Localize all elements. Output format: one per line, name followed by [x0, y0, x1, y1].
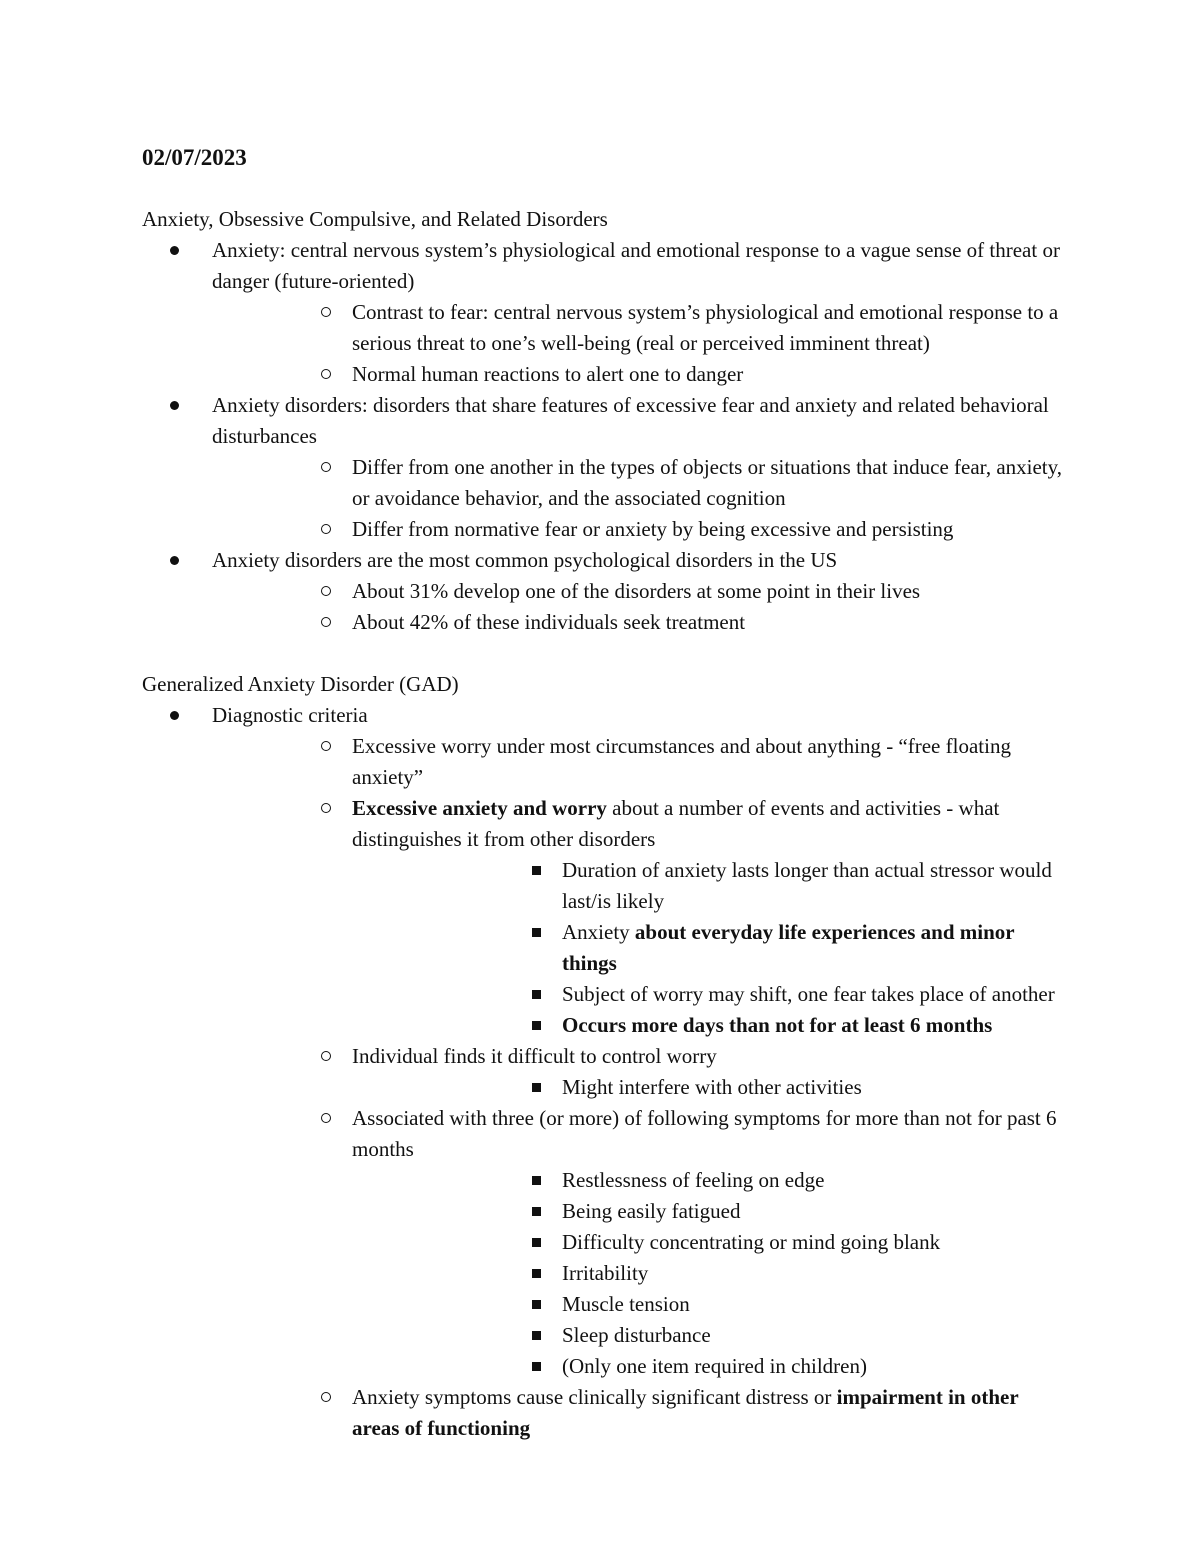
list-item	[212, 1103, 1070, 1382]
list-item-text: (Only one item required in children)	[562, 1354, 867, 1378]
list-item-text: Being easily fatigued	[562, 1199, 741, 1223]
list-item	[142, 390, 1070, 545]
list-item	[212, 1041, 1070, 1103]
list-item-text: about a number of events and activities - what distinguishes it from other disorders	[352, 796, 1000, 851]
list-item	[352, 1196, 1070, 1227]
list-item	[352, 979, 1070, 1010]
bullet-square-icon	[526, 1165, 546, 1196]
list-item-text: Normal human reactions to alert one to danger	[352, 362, 744, 386]
list-item-text: Anxiety symptoms cause clinically significant distress or	[352, 1385, 837, 1409]
list-item-text: About 31% develop one of the disorders at some point in their lives	[352, 579, 921, 603]
list-item-text: Anxiety: central nervous system’s physiological and emotional response to a vague sense of threat or danger (future-oriented)	[212, 238, 1060, 293]
list-item-text: Subject of worry may shift, one fear takes place of another	[562, 982, 1055, 1006]
section-title-anxiety: Anxiety, Obsessive Compulsive, and Related Disorders	[142, 207, 608, 231]
anxiety-list	[142, 235, 1070, 638]
list-item	[212, 731, 1070, 793]
list-item-text: Associated with three (or more) of following symptoms for more than not for past 6 months	[352, 1106, 1057, 1161]
bullet-square-icon	[526, 1227, 546, 1258]
list-item-text: Excessive worry under most circumstances and about anything - “free floating anxiety”	[352, 734, 1011, 789]
list-item	[212, 793, 1070, 1041]
list-item	[212, 359, 1070, 390]
list-item	[352, 1227, 1070, 1258]
bold-text: Occurs more days than not for at least 6 months	[562, 1013, 993, 1037]
bullet-square-icon	[526, 1351, 546, 1382]
bullet-circle-icon	[316, 1041, 336, 1072]
spacer	[142, 638, 1070, 669]
list-item	[352, 1258, 1070, 1289]
bullet-circle-icon	[316, 607, 336, 638]
list-item	[142, 700, 1070, 1444]
list-item-text: Individual finds it difficult to control worry	[352, 1044, 717, 1068]
list-item	[352, 1289, 1070, 1320]
list-item-text: Irritability	[562, 1261, 649, 1285]
list-item	[352, 855, 1070, 917]
bold-text: about everyday life experiences and minor things	[562, 920, 1015, 975]
bullet-circle-icon	[316, 731, 336, 762]
bullet-square-icon	[526, 917, 546, 948]
bullet-circle-icon	[316, 359, 336, 390]
bullet-square-icon	[526, 979, 546, 1010]
list-item	[212, 297, 1070, 359]
bullet-circle-icon	[316, 1103, 336, 1134]
list-item	[212, 514, 1070, 545]
gad-list	[142, 700, 1070, 1444]
note-date: 02/07/2023	[142, 145, 247, 170]
section-title-gad: Generalized Anxiety Disorder (GAD)	[142, 672, 459, 696]
list-item	[352, 1351, 1070, 1382]
bold-text: Excessive anxiety and worry	[352, 796, 607, 820]
bullet-square-icon	[526, 1196, 546, 1227]
bullet-circle-icon	[316, 452, 336, 483]
list-item	[352, 917, 1070, 979]
bullet-square-icon	[526, 1072, 546, 1103]
bullet-square-icon	[526, 1289, 546, 1320]
bullet-square-icon	[526, 1320, 546, 1351]
list-item-text: About 42% of these individuals seek treatment	[352, 610, 746, 634]
list-item	[142, 235, 1070, 390]
list-item	[212, 576, 1070, 607]
list-item-text: Restlessness of feeling on edge	[562, 1168, 825, 1192]
list-item	[352, 1165, 1070, 1196]
list-item-text: Sleep disturbance	[562, 1323, 711, 1347]
list-item-text: Differ from normative fear or anxiety by being excessive and persisting	[352, 517, 954, 541]
list-item-text: Differ from one another in the types of objects or situations that induce fear, anxiety, or avoidance behavior, and the associated cognition	[352, 455, 1063, 510]
list-item-text: Anxiety disorders: disorders that share features of excessive fear and anxiety and related behavioral disturbances	[212, 393, 1049, 448]
bullet-circle-icon	[316, 514, 336, 545]
bullet-dot-icon	[164, 700, 184, 731]
list-item-text: Muscle tension	[562, 1292, 690, 1316]
bullet-dot-icon	[164, 390, 184, 421]
list-item	[352, 1320, 1070, 1351]
list-item	[212, 607, 1070, 638]
bullet-circle-icon	[316, 1382, 336, 1413]
bullet-square-icon	[526, 1258, 546, 1289]
list-item	[352, 1072, 1070, 1103]
list-item-text: Difficulty concentrating or mind going blank	[562, 1230, 941, 1254]
bullet-circle-icon	[316, 576, 336, 607]
list-item	[142, 545, 1070, 638]
bullet-square-icon	[526, 855, 546, 886]
bullet-circle-icon	[316, 793, 336, 824]
bullet-dot-icon	[164, 235, 184, 266]
list-item-text: Might interfere with other activities	[562, 1075, 862, 1099]
bullet-dot-icon	[164, 545, 184, 576]
list-item-text: Contrast to fear: central nervous system’s physiological and emotional response to a serious threat to one’s well-being (real or perceived imminent threat)	[352, 300, 1059, 355]
list-item	[352, 1010, 1070, 1041]
bold-text: impairment in other areas of functioning	[352, 1385, 1019, 1440]
list-item-text: Anxiety	[562, 920, 635, 944]
bullet-square-icon	[526, 1010, 546, 1041]
list-item	[212, 452, 1070, 514]
list-item	[212, 1382, 1070, 1444]
list-item-text: Duration of anxiety lasts longer than actual stressor would last/is likely	[562, 858, 1052, 913]
list-item-text: Anxiety disorders are the most common psychological disorders in the US	[212, 548, 838, 572]
list-item-text: Diagnostic criteria	[212, 703, 368, 727]
bullet-circle-icon	[316, 297, 336, 328]
